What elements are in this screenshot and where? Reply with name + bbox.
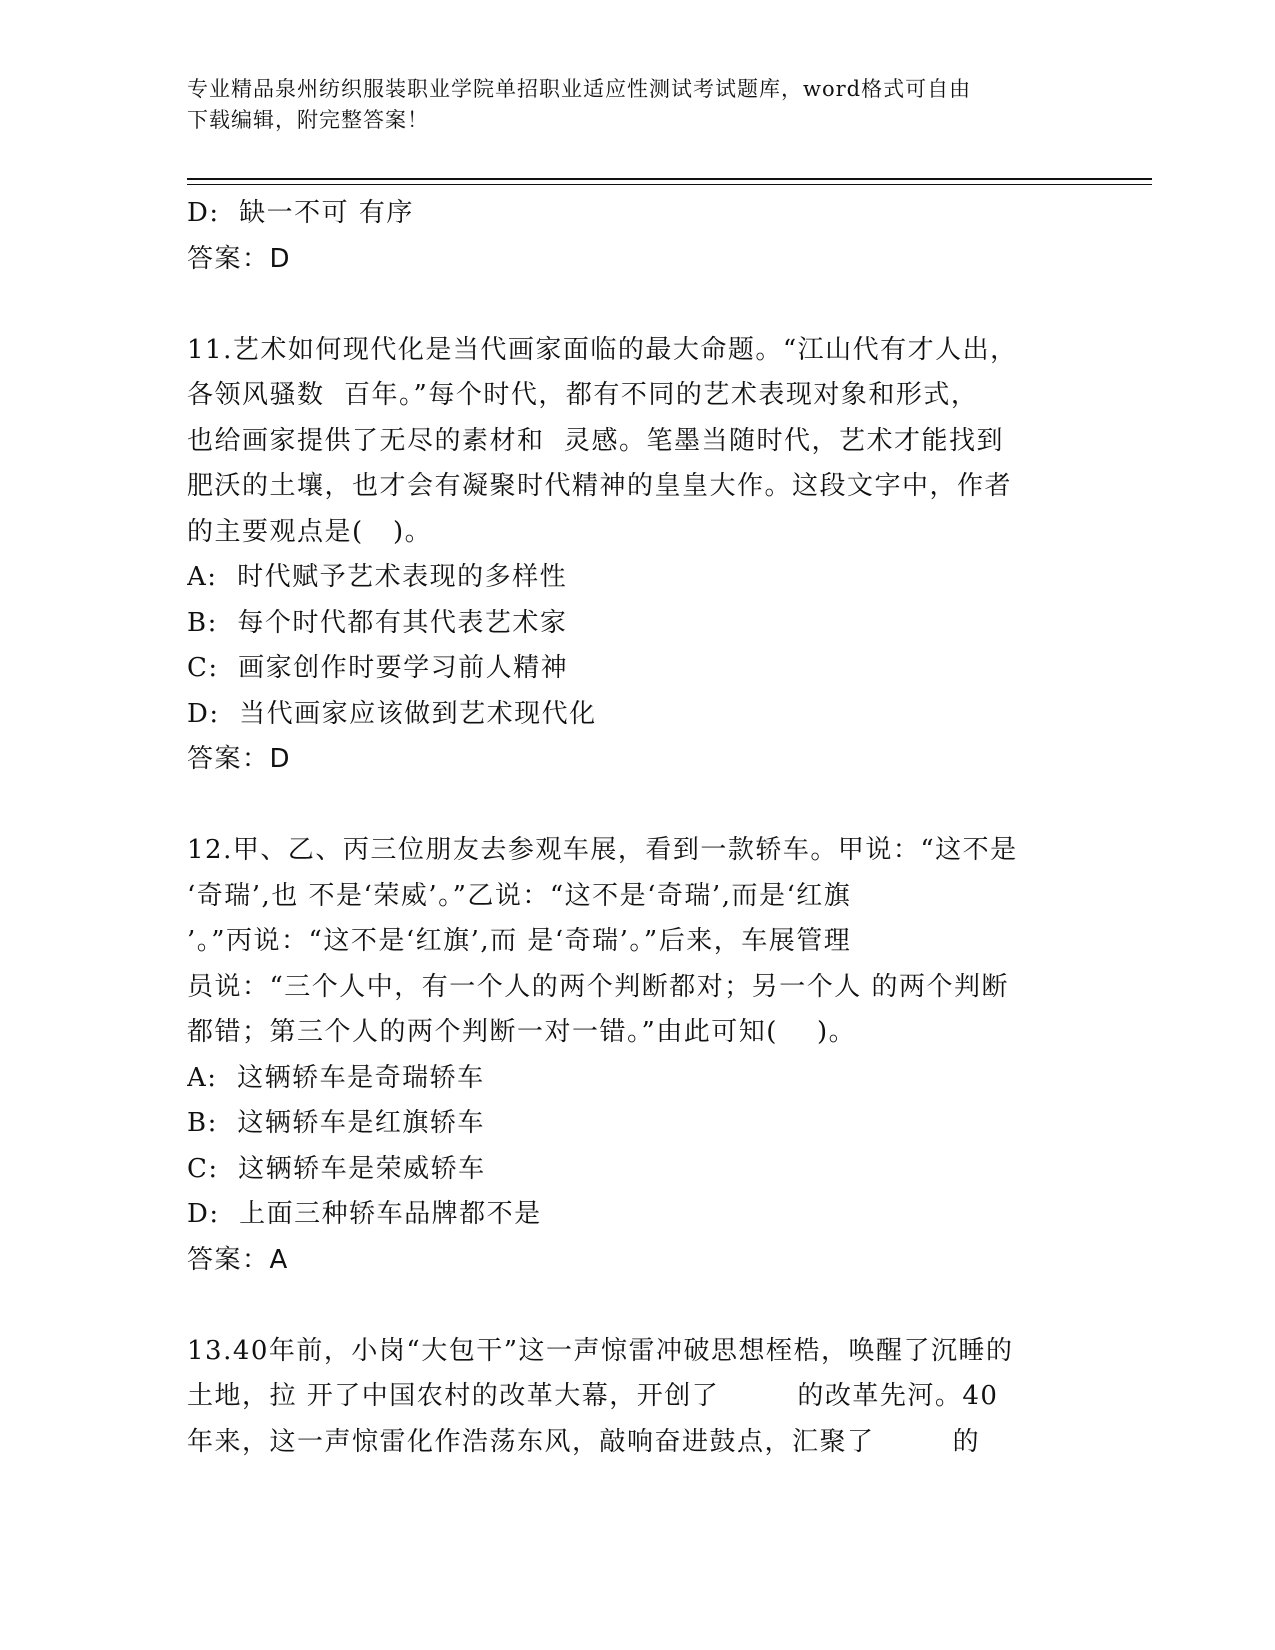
- header-line-2: 下载编辑，附完整答案！: [187, 108, 429, 132]
- question-10-option-d: D: 缺一不可 有序: [187, 198, 414, 228]
- question-10-tail: [187, 191, 1087, 282]
- question-12-stem-line: 员说：“三个人中，有一个人的两个判断都对；另一个人 的两个判断: [187, 971, 1010, 1002]
- question-gap: [187, 783, 1087, 829]
- question-12-stem-line: 12.甲、乙、丙三位朋友去参观车展，看到一款轿车。甲说：“这不是: [187, 835, 1018, 865]
- question-11-stem-line: 的主要观点是( )。: [187, 516, 433, 547]
- question-11-answer: 答案：D: [187, 744, 292, 774]
- document-header: [187, 74, 1087, 136]
- question-gap: [187, 1283, 1087, 1329]
- question-12-option-a: A: 这辆轿车是奇瑞轿车: [187, 1062, 485, 1093]
- header-line-1: 专业精品泉州纺织服装职业学院单招职业适应性测试考试题库，word格式可自由: [187, 77, 972, 101]
- question-13-stem-line: 年来，这一声惊雷化作浩荡东风，敲响奋进鼓点，汇聚了 的: [187, 1426, 981, 1457]
- question-11-option-d: D: 当代画家应该做到艺术现代化: [187, 698, 597, 729]
- question-11-stem-line: 各领风骚数 百年。”每个时代，都有不同的艺术表现对象和形式，: [187, 380, 979, 410]
- header-divider-thin: [187, 184, 1152, 185]
- question-11-option-c: C: 画家创作时要学习前人精神: [187, 653, 569, 683]
- question-12-stem-line: 都错；第三个人的两个判断一对一错。”由此可知( )。: [187, 1017, 857, 1047]
- question-12-option-b: B: 这辆轿车是红旗轿车: [187, 1108, 485, 1138]
- question-13-stem-line: 土地，拉 开了中国农村的改革大幕，开创了 的改革先河。40: [187, 1381, 999, 1411]
- question-11-option-a: A: 时代赋予艺术表现的多样性: [187, 562, 568, 592]
- question-content: [187, 191, 1087, 1465]
- question-11-stem-line: 也给画家提供了无尽的素材和 灵感。笔墨当随时代，艺术才能找到: [187, 425, 1005, 456]
- question-12-stem-line: ‘奇瑞’,也 不是‘荣威’。”乙说：“这不是‘奇瑞’,而是‘红旗: [187, 880, 852, 911]
- question-10-answer: 答案：D: [187, 243, 292, 274]
- question-12-option-c: C: 这辆轿车是荣威轿车: [187, 1153, 486, 1184]
- question-12-answer: 答案：A: [187, 1244, 289, 1275]
- question-11-stem-line: 11.艺术如何现代化是当代画家面临的最大命题。“江山代有才人出，: [187, 334, 1018, 365]
- question-gap: [187, 282, 1087, 328]
- question-13: [187, 1329, 1087, 1466]
- question-11: [187, 328, 1087, 783]
- question-12-option-d: D: 上面三种轿车品牌都不是: [187, 1199, 542, 1229]
- question-11-option-b: B: 每个时代都有其代表艺术家: [187, 607, 568, 638]
- header-divider-thick: [187, 178, 1152, 180]
- question-11-stem-line: 肥沃的土壤，也才会有凝聚时代精神的皇皇大作。这段文字中，作者: [187, 471, 1013, 501]
- question-12: [187, 828, 1087, 1283]
- question-12-stem-line: ’。”丙说：“这不是‘红旗’,而 是‘奇瑞’。”后来，车展管理: [187, 926, 852, 956]
- question-13-stem-line: 13.40年前，小岗“大包干”这一声惊雷冲破思想桎梏，唤醒了沉睡的: [187, 1335, 1014, 1366]
